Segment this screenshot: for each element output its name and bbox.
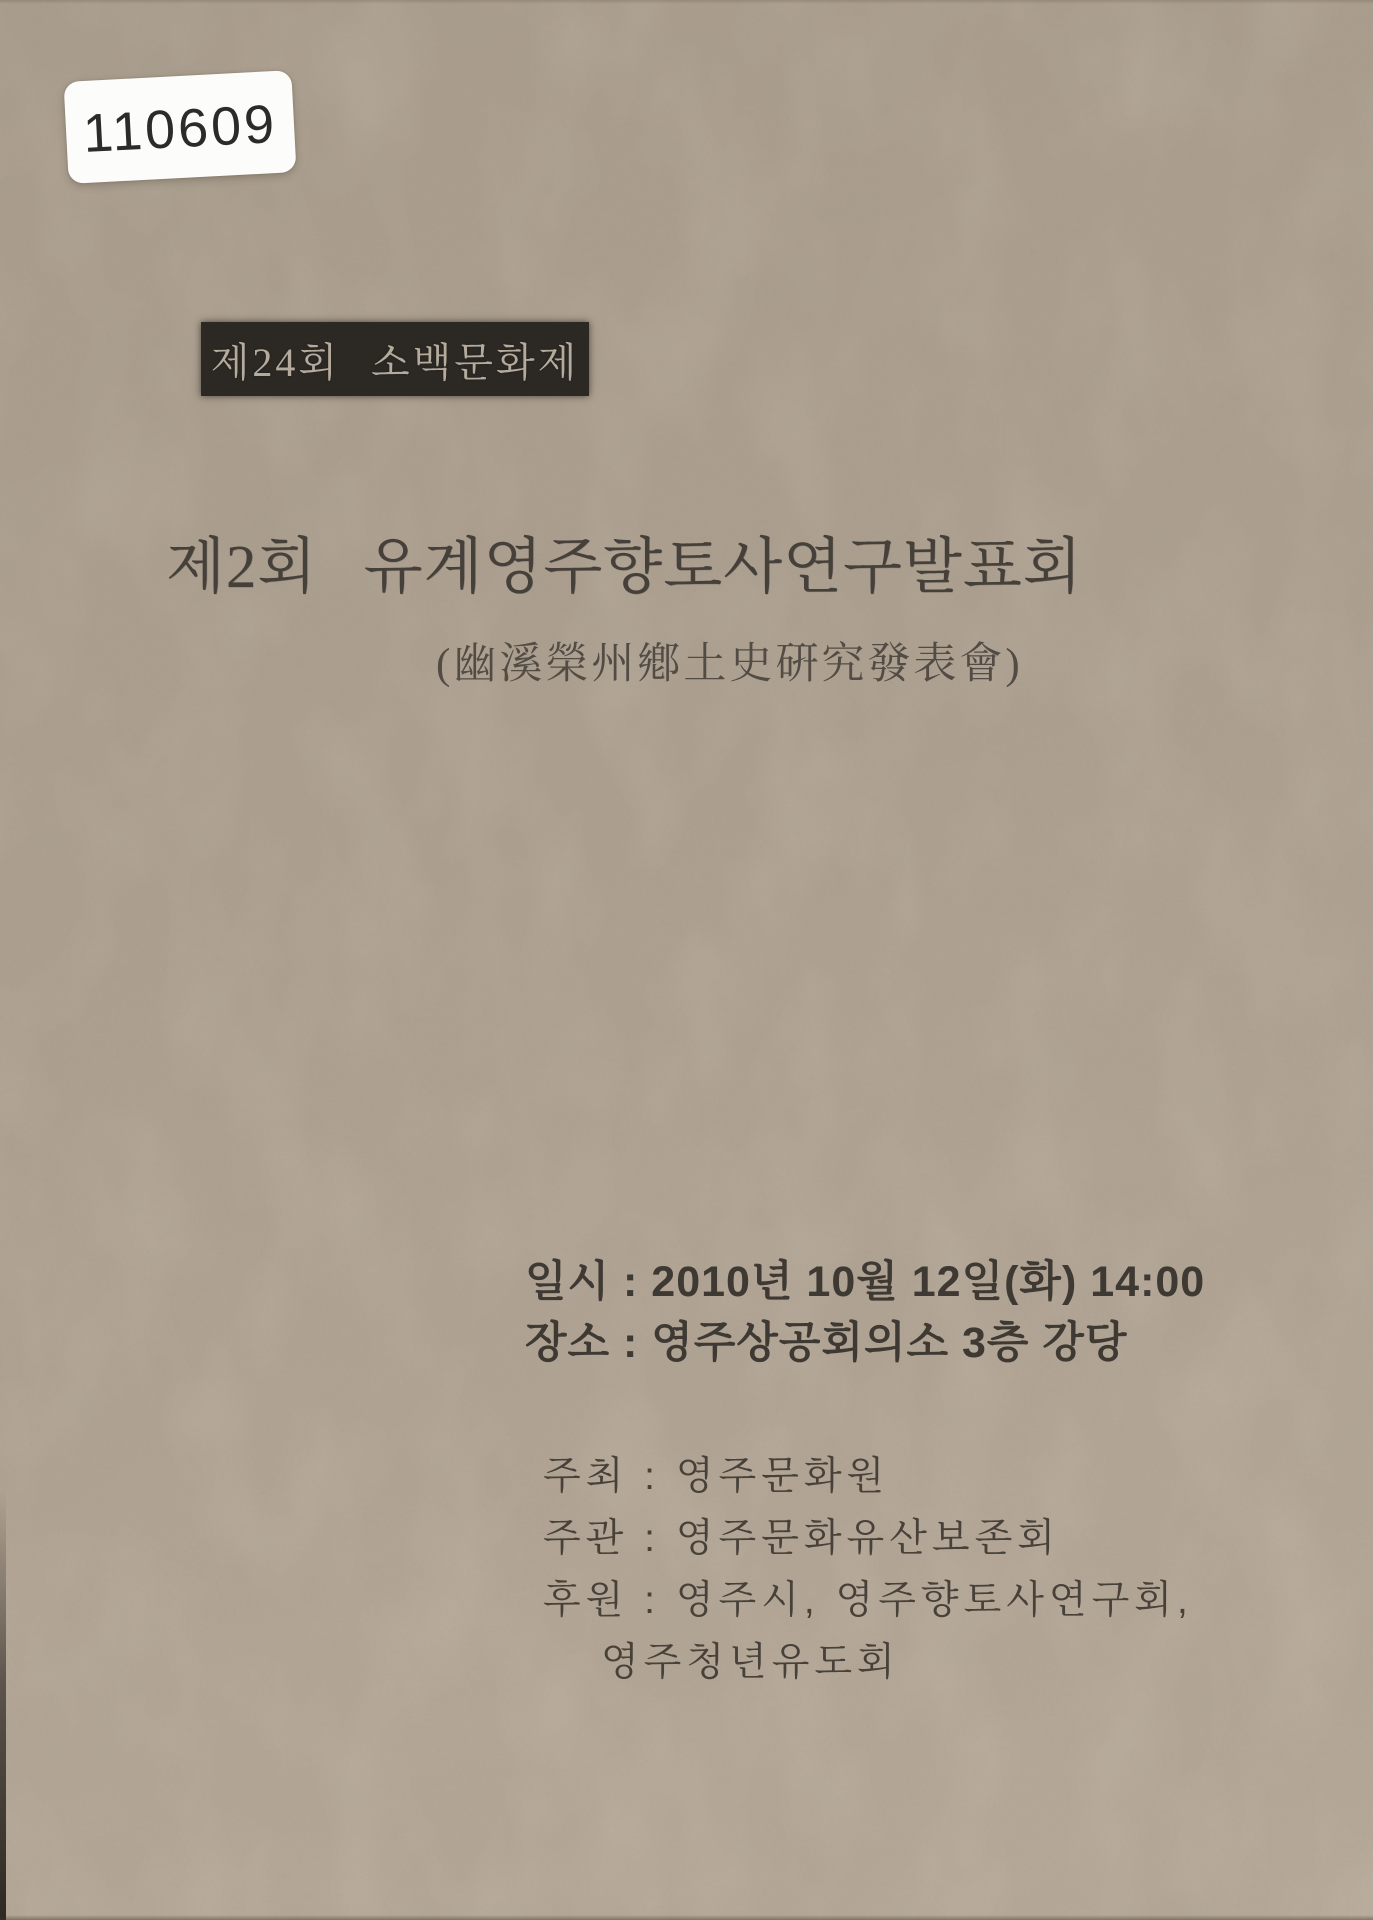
library-label-sticker: [63, 70, 296, 184]
event-venue-line: 장소 : 영주상공회의소 3층 강당: [525, 1319, 1128, 1367]
accession-number: 110609: [81, 93, 279, 165]
page-subtitle-hanja: (幽溪榮州鄕土史硏究發表會): [436, 641, 1023, 688]
credits: [543, 1446, 1193, 1694]
credit-sponsor-line: 후원 : 영주시, 영주향토사연구회,: [543, 1579, 1193, 1622]
credit-organizer-line: 주관 : 영주문화유산보존회: [543, 1517, 1060, 1560]
event-info: [525, 1252, 1205, 1374]
bottom-edge-shadow: [0, 1915, 1373, 1920]
festival-badge-label: 제24회 소백문화제: [210, 339, 580, 385]
top-edge-shadow: [0, 0, 1373, 4]
page-title: 제2회 유계영주향토사연구발표회: [166, 534, 1083, 601]
festival-badge: [201, 322, 589, 396]
credit-sponsor-line-continued: 영주청년유도회: [601, 1641, 900, 1684]
event-datetime-line: 일시 : 2010년 10월 12일(화) 14:00: [525, 1258, 1206, 1306]
left-edge-shadow: [0, 1490, 6, 1920]
credit-host-line: 주최 : 영주문화원: [543, 1455, 890, 1498]
